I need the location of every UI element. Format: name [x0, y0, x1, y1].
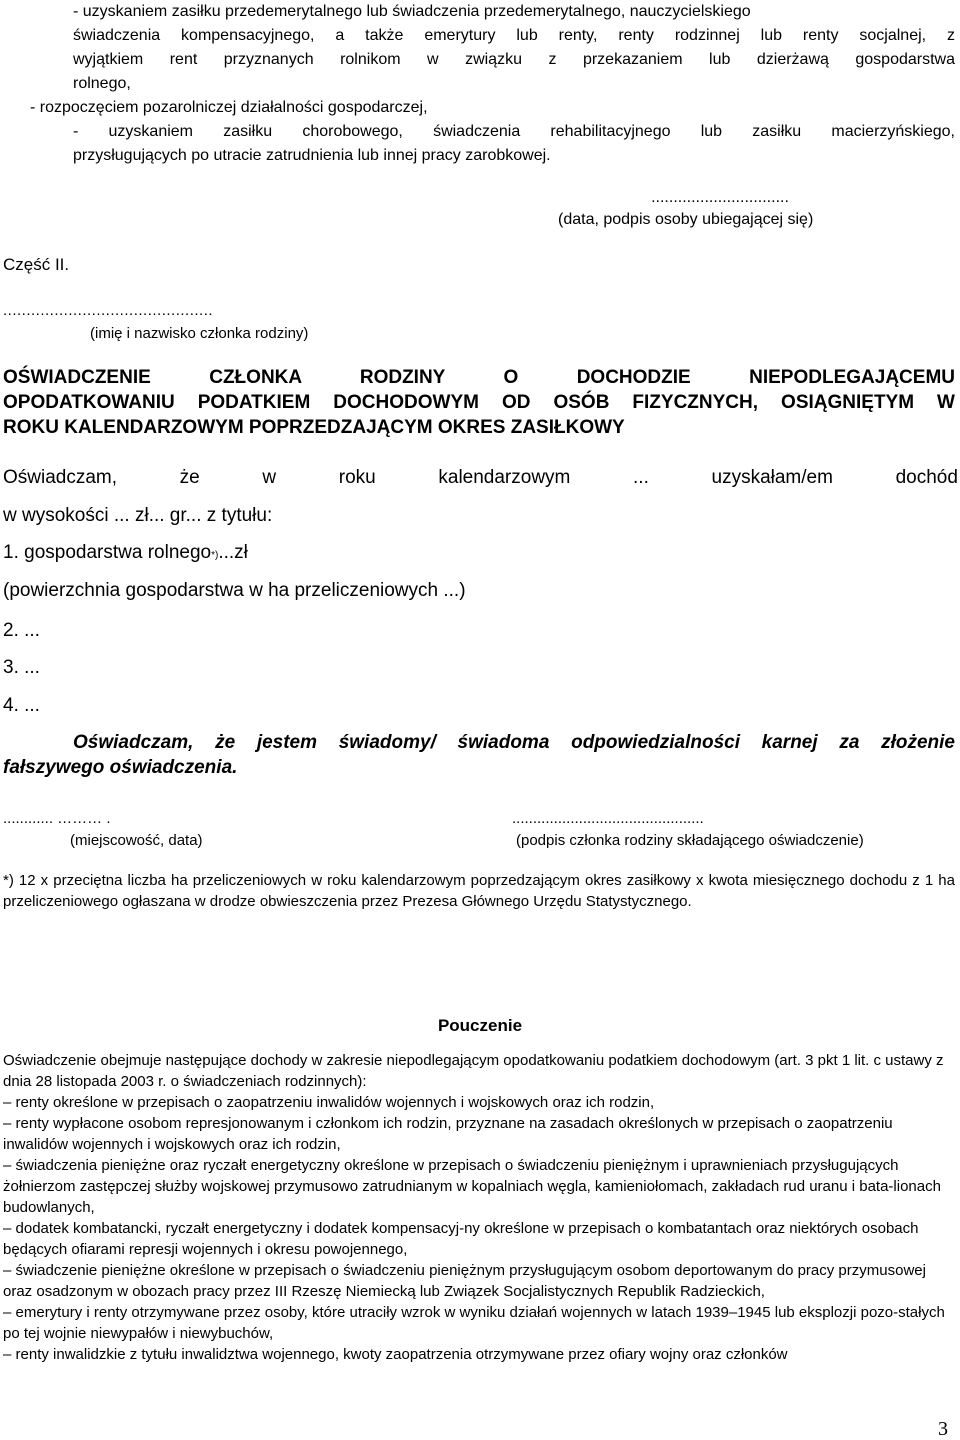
income-item-3: 3. ... — [3, 657, 40, 678]
declaration-word: Oświadczam, — [3, 467, 118, 488]
footnote: *) 12 x przeciętna liczba ha przeliczeniowych w roku kalendarzowym poprzedzającym okres zasiłkowy x kwota miesięcznego dochodu z 1 ha przeliczeniowego ogłaszana w drodze obwieszczenia przez Prezesa Głównego Urzędu Statystycznego. — [3, 872, 955, 910]
top-list-line: - rozpoczęciem pozarolniczej działalności gospodarczej, — [30, 99, 428, 116]
top-list-line — [73, 0, 955, 24]
member-dots: ............................................. — [3, 302, 214, 319]
page-number: 3 — [938, 1418, 948, 1440]
signature-label: (data, podpis osoby ubiegającej się) — [558, 211, 814, 228]
declaration-line — [3, 466, 958, 489]
top-list-text: - uzyskaniem zasiłku przedemerytalnego lub świadczenia przedemerytalnego, nauczycielskiego — [73, 3, 751, 20]
declaration-word: dochód — [895, 467, 958, 488]
heading-line: OŚWIADCZENIE CZŁONKA RODZINY O DOCHODZIE NIEPODLEGAJĄCEMU — [3, 367, 955, 388]
declaration-word: uzyskałam/em — [711, 467, 833, 488]
income-item-1-text: 1. gospodarstwa rolnego — [3, 542, 212, 563]
place-date-dots: ............ ……… . — [3, 810, 111, 827]
list-item: – świadczenia pieniężne oraz ryczałt energetyczny określone w przepisach o świadczeniu pieniężnym i uprawnieniach przysługujących żołnierzom zastępczej służby wojskowej przymusowo zatrudnianym w kopalniach węgla, kamieniołomach, zakładach rud uranu i bata-lionach budowlanych, — [3, 1157, 941, 1216]
heading-line: OPODATKOWANIU PODATKIEM DOCHODOWYM OD OSÓB FIZYCZNYCH, OSIĄGNIĘTYM W — [3, 392, 955, 413]
declaration-word: że — [179, 467, 200, 488]
member-label: (imię i nazwisko członka rodziny) — [90, 325, 309, 342]
heading-line: ROKU KALENDARZOWYM POPRZEDZAJĄCYM OKRES ZASIŁKOWY — [3, 417, 625, 438]
member-signature-label: (podpis członka rodziny składającego oświadczenie) — [516, 832, 864, 849]
declaration-word: w — [262, 467, 277, 488]
pouczenie-body — [3, 1050, 955, 1365]
list-item: – renty określone w przepisach o zaopatrzeniu inwalidów wojennych i wojskowych oraz ich rodzin, — [3, 1094, 655, 1111]
place-date-label: (miejscowość, data) — [70, 832, 203, 849]
pouczenie-title: Pouczenie — [437, 1016, 523, 1035]
signature-dots: ............................... — [651, 189, 789, 206]
income-item-1-amount: ...zł — [218, 542, 248, 563]
list-item: – dodatek kombatancki, ryczałt energetyczny i dodatek kompensacyj-ny określone w przepisach o kombatantach oraz niektórych osobach będących ofiarami represji wojennych i okresu powojennego, — [3, 1220, 919, 1258]
farm-area: (powierzchnia gospodarstwa w ha przeliczeniowych ...) — [3, 580, 466, 601]
top-list-line: rolnego, — [73, 75, 131, 92]
top-list-line: wyjątkiem rent przyznanych rolnikom w związku z przekazaniem lub dzierżawą gospodarstwa — [73, 51, 955, 68]
liability-warning-cont: fałszywego oświadczenia. — [3, 757, 238, 778]
list-item: – emerytury i renty otrzymywane przez osoby, które utraciły wzrok w wyniku działań wojennych w latach 1939–1945 lub eksplozji pozo-stałych po tej wojnie niewypałów i niewybuchów, — [3, 1304, 945, 1342]
declaration-amount: w wysokości ... zł... gr... z tytułu: — [3, 505, 273, 526]
declaration-word: ... — [633, 467, 649, 488]
top-list-line: świadczenia kompensacyjnego, a także emerytury lub renty, renty rodzinnej lub renty socjalnej, z — [73, 27, 955, 44]
top-list-line: - uzyskaniem zasiłku chorobowego, świadczenia rehabilitacyjnego lub zasiłku macierzyńskiego, — [73, 123, 955, 140]
list-item: – świadczenie pieniężne określone w przepisach o świadczeniu pieniężnym przysługującym osobom deportowanym do pracy przymusowej oraz osadzonym w obozach pracy przez III Rzeszę Niemiecką lub Związek Socjalistycznych Republik Radzieckich, — [3, 1262, 926, 1300]
member-signature-dots: .............................................. — [512, 810, 704, 827]
list-item: – renty inwalidzkie z tytułu inwalidztwa wojennego, kwoty zaopatrzenia otrzymywane przez ofiary wojny oraz członków — [3, 1346, 788, 1363]
income-item-2: 2. ... — [3, 620, 40, 641]
liability-warning: Oświadczam, że jestem świadomy/ świadoma odpowiedzialności karnej za złożenie — [73, 732, 955, 753]
footnote-marker: *) — [211, 550, 219, 561]
income-item-4: 4. ... — [3, 695, 40, 716]
declaration-word: kalendarzowym — [438, 467, 571, 488]
top-list-line: przysługujących po utracie zatrudnienia lub innej pracy zarobkowej. — [73, 147, 551, 164]
list-item: – renty wypłacone osobom represjonowanym i członkom ich rodzin, przyznane na zasadach określonych w przepisach o zaopatrzeniu inwalidów wojennych i wojskowych oraz ich rodzin, — [3, 1115, 893, 1153]
pouczenie-intro: Oświadczenie obejmuje następujące dochody w zakresie niepodlegającym opodatkowaniu podatkiem dochodowym (art. 3 pkt 1 lit. c ustawy z dnia 28 listopada 2003 r. o świadczeniach rodzinnych): — [3, 1052, 944, 1090]
part-title: Część II. — [3, 255, 70, 274]
income-item-1 — [3, 541, 248, 567]
declaration-word: roku — [338, 467, 376, 488]
